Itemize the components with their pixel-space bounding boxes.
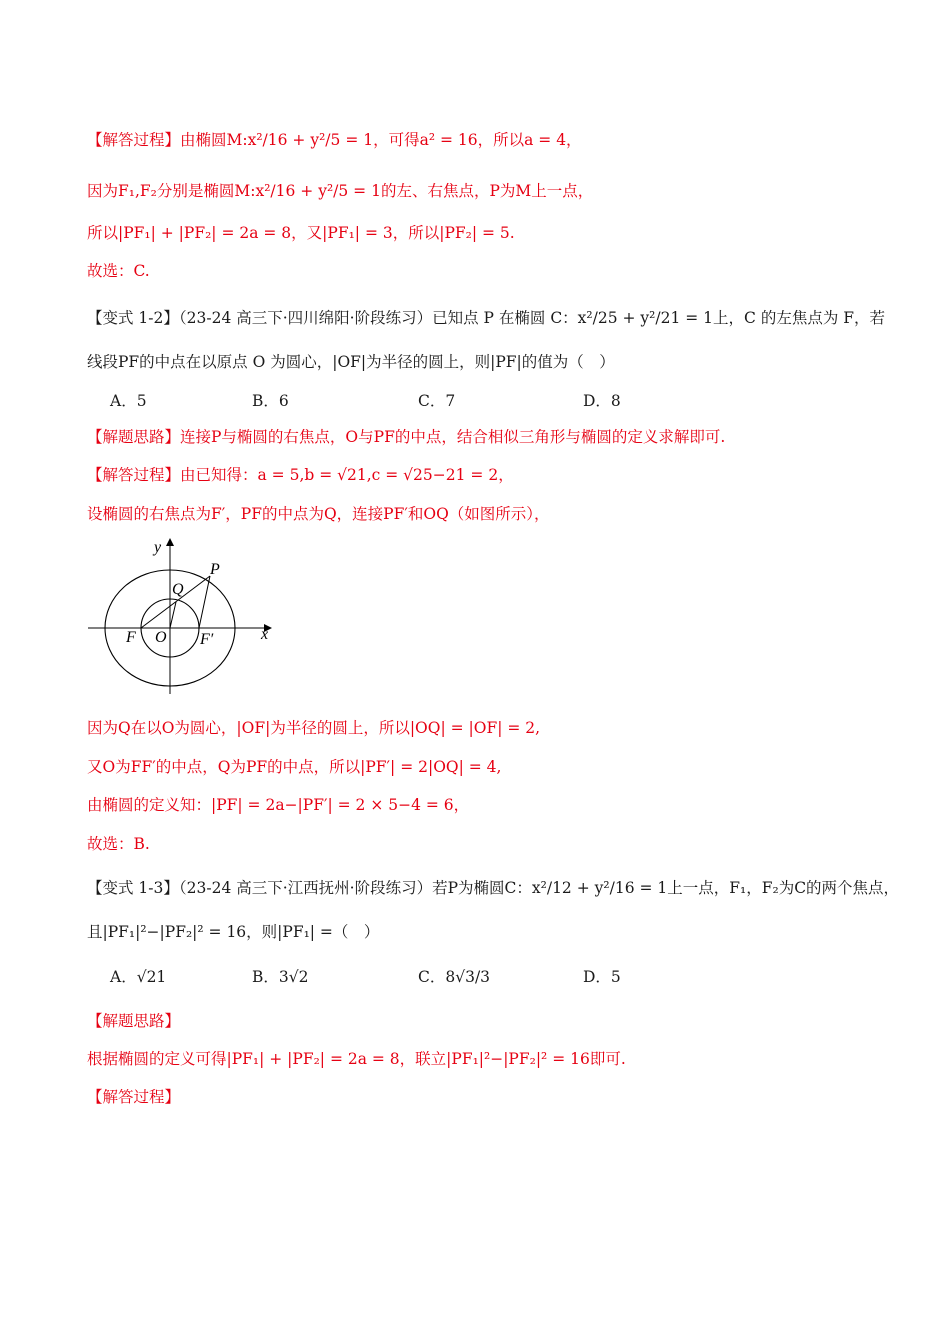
option-d: D．8 [583, 392, 621, 410]
solution-line-3: 所以|PF₁| + |PF₂| = 2a = 8，又|PF₁| = 3，所以|PF₂| = 5. [87, 224, 515, 242]
solution-line-2: 因为F₁,F₂分别是椭圆M:x²/16 + y²/5 = 1的左、右焦点，P为M上一点， [87, 182, 594, 200]
label-f: F [126, 629, 136, 646]
question-stem-line-1: 【变式 1-2】（23-24 高三下·四川绵阳·阶段练习）已知点 P 在椭圆 C：x²/25 + y²/21 = 1上，C 的左焦点为 F，若 [87, 309, 886, 327]
answer-line: 故选：C. [87, 262, 150, 280]
solution-process-5: 由椭圆的定义知：|PF| = 2a−|PF′| = 2 × 5−4 = 6， [87, 796, 470, 814]
label-p: P [210, 561, 220, 578]
q3-idea-title: 【解题思路】 [87, 1012, 181, 1030]
q3-option-c: C．8√3/3 [418, 968, 491, 986]
option-b: B．6 [252, 392, 289, 410]
question3-stem-line-1: 【变式 1-3】（23-24 高三下·江西抚州·阶段练习）若P为椭圆C：x²/12 + y²/16 = 1上一点，F₁，F₂为C的两个焦点， [87, 879, 900, 897]
ellipse-diagram [88, 536, 288, 696]
solution-line-1: 【解答过程】由椭圆M:x²/16 + y²/5 = 1，可得a² = 16，所以a = 4， [87, 131, 582, 149]
q3-option-d: D．5 [583, 968, 621, 986]
segment-pfprime [199, 576, 210, 628]
solution-process-2: 设椭圆的右焦点为F′，PF的中点为Q，连接PF′和OQ（如图所示）， [87, 505, 550, 523]
answer-line-2: 故选：B. [87, 835, 150, 853]
label-y: y [154, 539, 162, 556]
q3-option-b: B．3√2 [252, 968, 309, 986]
label-x: x [261, 626, 269, 643]
question-stem-line-2: 线段PF的中点在以原点 O 为圆心，|OF|为半径的圆上，则|PF|的值为（ ） [87, 353, 615, 371]
option-c: C．7 [418, 392, 456, 410]
label-q: Q [172, 581, 184, 598]
q3-solution-title: 【解答过程】 [87, 1088, 181, 1106]
label-fprime: F′ [200, 631, 214, 648]
question3-stem-line-2: 且|PF₁|²−|PF₂|² = 16，则|PF₁| =（ ） [87, 923, 380, 941]
option-a: A．5 [110, 392, 147, 410]
solution-process-4: 又O为FF′的中点，Q为PF的中点，所以|PF′| = 2|OQ| = 4, [87, 758, 502, 776]
solution-idea: 【解题思路】连接P与椭圆的右焦点，O与PF的中点，结合相似三角形与椭圆的定义求解即可. [87, 428, 726, 446]
solution-process-3: 因为Q在以O为圆心，|OF|为半径的圆上，所以|OQ| = |OF| = 2, [87, 719, 541, 737]
q3-idea-text: 根据椭圆的定义可得|PF₁| + |PF₂| = 2a = 8，联立|PF₁|²−|PF₂|² = 16即可. [87, 1050, 626, 1068]
label-o: O [155, 629, 167, 646]
q3-option-a: A．√21 [110, 968, 167, 986]
solution-process-1: 【解答过程】由已知得：a = 5,b = √21,c = √25−21 = 2， [87, 466, 514, 484]
